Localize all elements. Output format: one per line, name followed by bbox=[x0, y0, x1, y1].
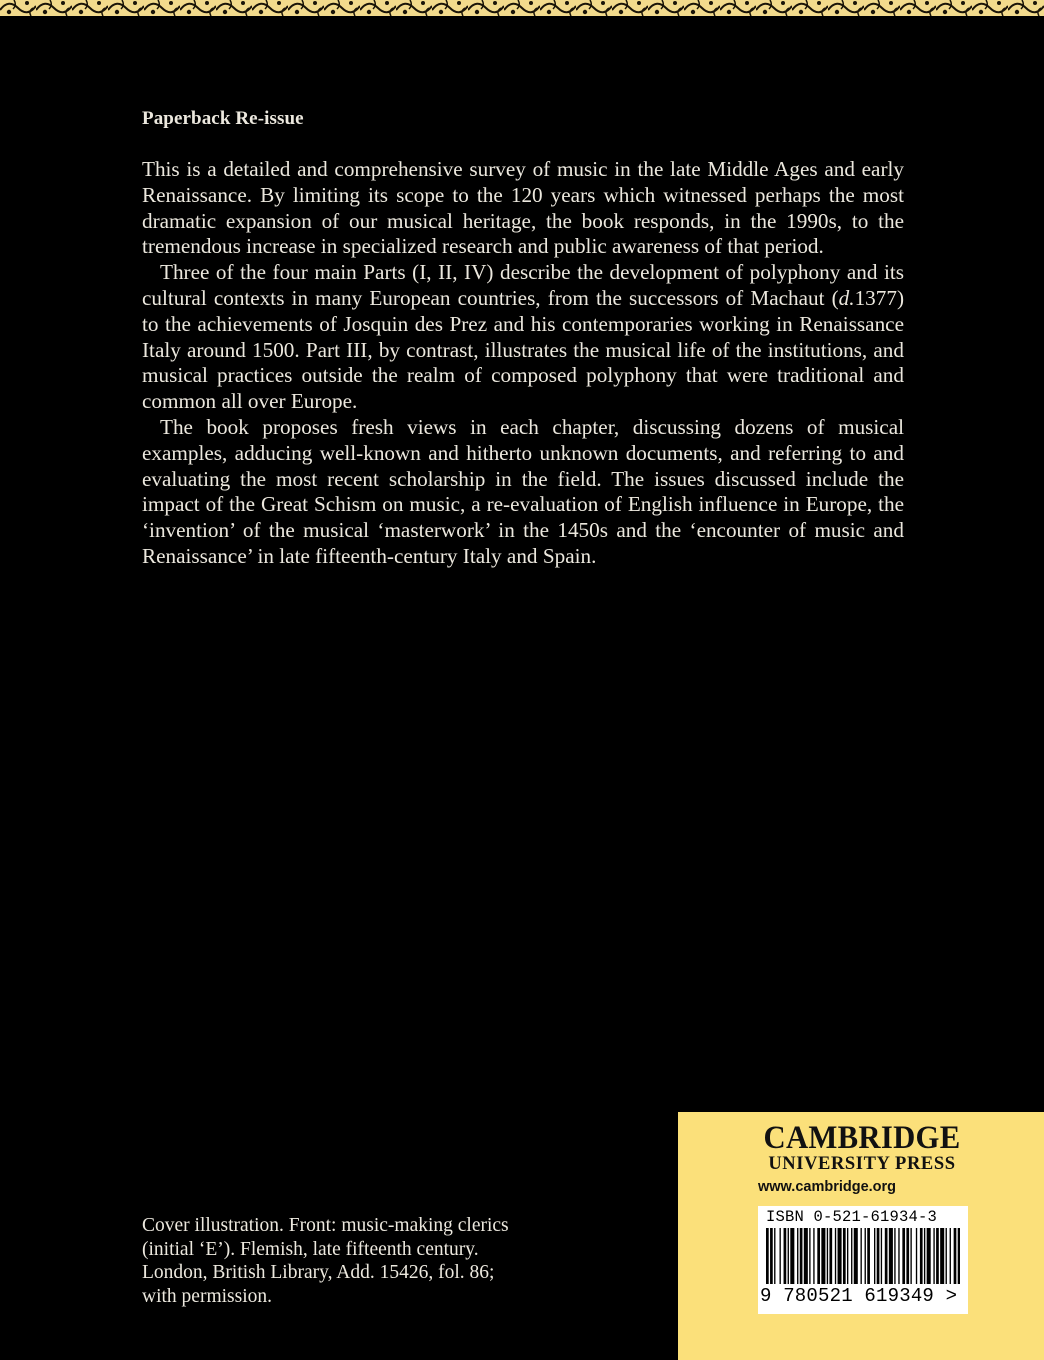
barcode-bar bbox=[885, 1228, 888, 1284]
credit-line: London, British Library, Add. 15426, fol. 86; bbox=[142, 1262, 495, 1284]
publisher-logo-name: CAMBRIDGE bbox=[763, 1120, 961, 1156]
barcode-bar bbox=[847, 1228, 848, 1284]
barcode-bar bbox=[804, 1228, 808, 1284]
barcode-bar bbox=[933, 1228, 934, 1284]
barcode-bar bbox=[902, 1228, 905, 1284]
barcode-bar bbox=[894, 1228, 895, 1284]
description-paragraph: The book proposes fresh views in each chapter, discussing dozens of musical examples, adducing well-known and hitherto unknown documents, and referring to and evaluating the most recent scholarship in the field. The issues discussed include the impact of the Great Schism on music, a re-evaluation of English influence in Europe, the ‘invention’ of the musical ‘masterwork’ in the 1450s and the ‘encounter of music and Renaissance’ in late fifteenth-century Italy and Spain. bbox=[142, 414, 904, 568]
publisher-panel bbox=[678, 1112, 1044, 1360]
description-paragraph: Three of the four main Parts (I, II, IV) describe the development of polyphony and its cultural contexts in many European countries, from the successors of Machaut (d.1377) to the achievements of Josquin des Prez and his contemporaries working in Renaissance Italy around 1500. Part III, by contrast, illustrates the musical life of the institutions, and musical practices outside the realm of composed polyphony that were traditional and common all over Europe. bbox=[142, 260, 904, 414]
barcode-bar bbox=[854, 1228, 858, 1284]
cover-illustration-credit bbox=[142, 1214, 612, 1308]
barcode-bar bbox=[780, 1228, 781, 1284]
barcode-bar bbox=[916, 1228, 917, 1284]
credit-line: Cover illustration. Front: music-making clerics bbox=[142, 1215, 509, 1236]
barcode-bar bbox=[784, 1228, 787, 1284]
barcode-bar bbox=[906, 1228, 909, 1284]
barcode-bar bbox=[874, 1228, 875, 1284]
ean-number: 9 780521 619349 > bbox=[760, 1285, 958, 1307]
credit-line: with permission. bbox=[142, 1285, 272, 1307]
description-paragraph: This is a detailed and comprehensive survey of music in the late Middle Ages and early Renaissance. By limiting its scope to the 120 years which witnessed perhaps the most dramatic expansion of our musical heritage, the book responds, in the 1990s, to the tremendous increase in specialized research and public awareness of that period. bbox=[142, 157, 904, 259]
barcode-bars bbox=[766, 1228, 960, 1292]
barcode-bar bbox=[865, 1228, 866, 1284]
barcode-bar bbox=[827, 1228, 828, 1284]
barcode-bar bbox=[936, 1228, 939, 1284]
barcode-bar bbox=[800, 1228, 803, 1284]
barcode-bar bbox=[813, 1228, 814, 1284]
reissue-label: Paperback Re-issue bbox=[142, 108, 304, 129]
barcode-bar bbox=[950, 1228, 951, 1284]
barcode-bar bbox=[867, 1228, 870, 1284]
ornamental-border bbox=[0, 0, 1044, 16]
barcode-bar bbox=[838, 1228, 842, 1284]
barcode-bar bbox=[924, 1228, 925, 1284]
isbn-number: ISBN 0-521-61934-3 bbox=[766, 1208, 938, 1226]
barcode-bar bbox=[809, 1228, 810, 1284]
publisher-logo-subname: UNIVERSITY PRESS bbox=[768, 1154, 956, 1174]
barcode-bar bbox=[927, 1228, 931, 1284]
barcode-bar bbox=[910, 1228, 911, 1284]
barcode-bar bbox=[946, 1228, 947, 1284]
barcode-bar bbox=[797, 1228, 798, 1284]
barcode-bar bbox=[954, 1228, 957, 1284]
barcode-bar bbox=[920, 1228, 923, 1284]
barcode-bar bbox=[790, 1228, 794, 1284]
barcode-bar bbox=[843, 1228, 846, 1284]
barcode-bar bbox=[889, 1228, 893, 1284]
barcode-bar bbox=[770, 1228, 773, 1284]
barcode bbox=[758, 1206, 968, 1314]
barcode-bar bbox=[774, 1228, 775, 1284]
barcode-bar bbox=[877, 1228, 880, 1284]
barcode-bar bbox=[821, 1228, 825, 1284]
barcode-bar bbox=[766, 1228, 769, 1284]
barcode-bar bbox=[788, 1228, 789, 1284]
barcode-bar bbox=[829, 1228, 832, 1284]
barcode-bar bbox=[940, 1228, 944, 1284]
barcode-bar bbox=[898, 1228, 899, 1284]
credit-line: (initial ‘E’). Flemish, late fifteenth century. bbox=[142, 1238, 479, 1260]
barcode-bar bbox=[958, 1228, 960, 1284]
barcode-bar bbox=[835, 1228, 836, 1284]
publisher-website: www.cambridge.org bbox=[758, 1179, 897, 1195]
barcode-bar bbox=[851, 1228, 852, 1284]
book-description bbox=[142, 157, 904, 570]
barcode-bar bbox=[817, 1228, 820, 1284]
barcode-bar bbox=[881, 1228, 882, 1284]
barcode-bar bbox=[861, 1228, 862, 1284]
